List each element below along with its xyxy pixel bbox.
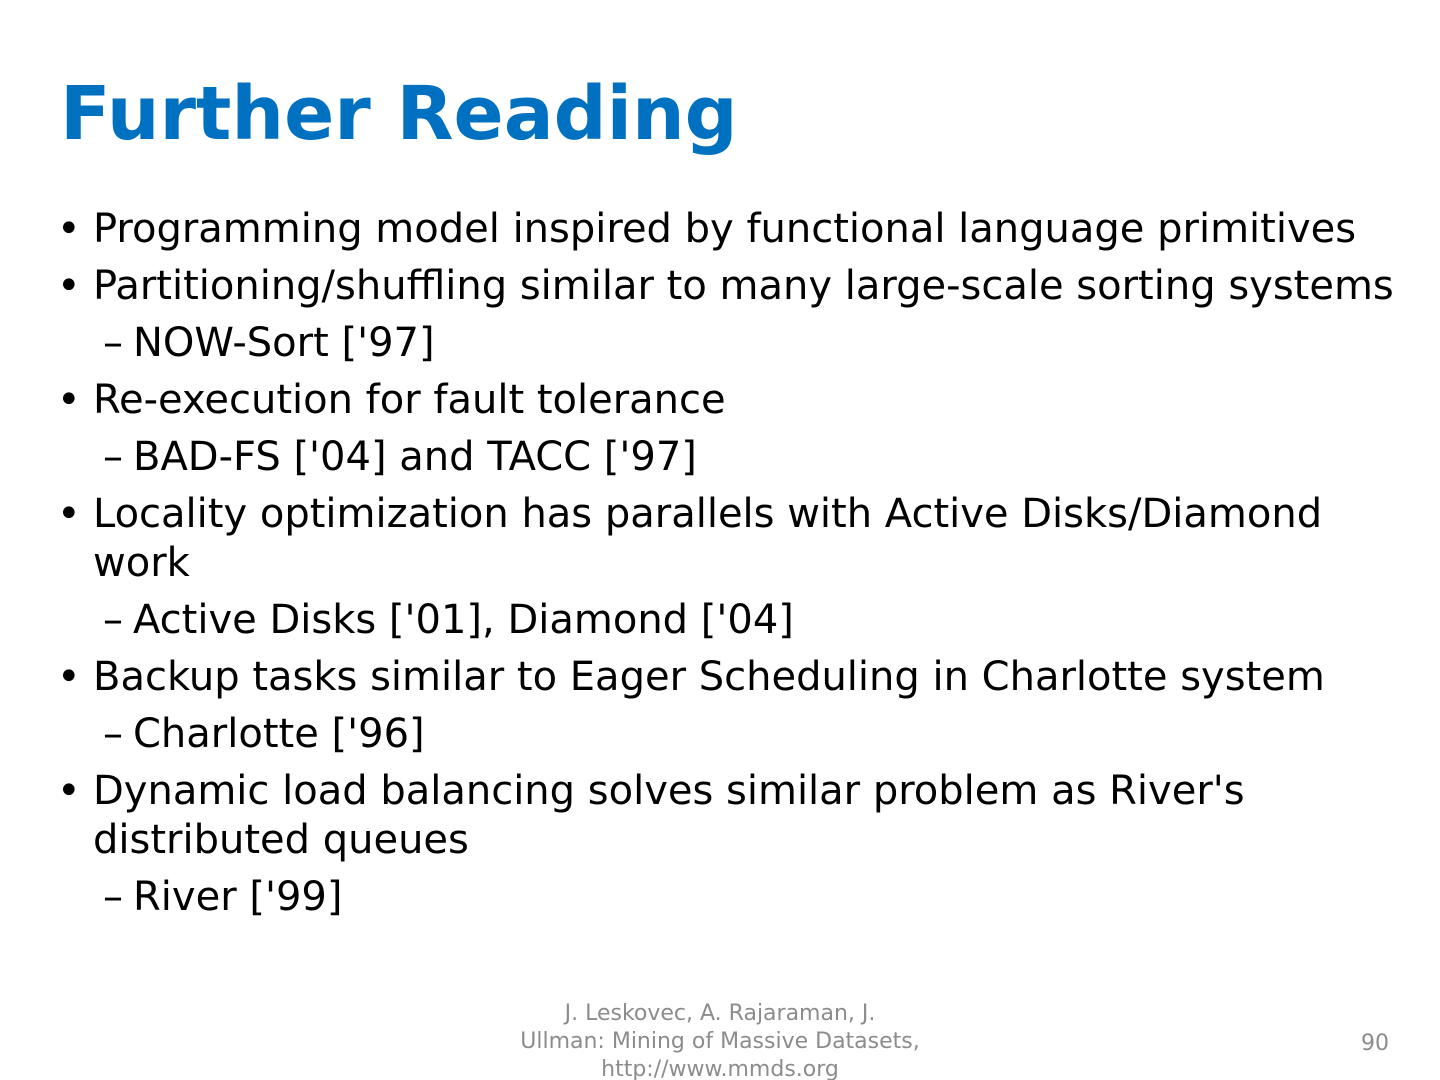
- bullet-item-6: [0, 767, 1398, 865]
- bullet-text: Dynamic load balancing solves similar problem as River's distributed queues: [93, 768, 1245, 863]
- sub-bullet-marker: –: [103, 874, 123, 920]
- slide-title: Further Reading: [60, 71, 738, 157]
- footer-citation: J. Leskovec, A. Rajaraman, J. Ullman: Mining of Massive Datasets, http://www.mmds.org: [520, 1001, 920, 1080]
- sub-bullet-item-1: [0, 319, 1398, 368]
- bullet-marker: •: [57, 206, 81, 252]
- sub-bullet-marker: –: [103, 320, 123, 366]
- sub-bullet-marker: –: [103, 597, 123, 643]
- bullet-item-5: [0, 653, 1398, 702]
- sub-bullet-marker: –: [103, 434, 123, 480]
- bullet-item-1: [0, 205, 1398, 254]
- sub-bullet-item-4: [0, 710, 1398, 759]
- bullet-marker: •: [57, 263, 81, 309]
- bullet-text: Re-execution for fault tolerance: [93, 377, 726, 423]
- bullet-item-2: [0, 262, 1398, 311]
- bullet-item-3: [0, 376, 1398, 425]
- sub-bullet-text: Active Disks ['01], Diamond ['04]: [133, 597, 794, 643]
- sub-bullet-item-5: [0, 873, 1398, 922]
- bullet-marker: •: [57, 654, 81, 700]
- sub-bullet-text: NOW-Sort ['97]: [133, 320, 435, 366]
- page-number: 90: [1361, 1031, 1389, 1056]
- sub-bullet-text: BAD-FS ['04] and TACC ['97]: [133, 434, 697, 480]
- bullet-marker: •: [57, 768, 81, 814]
- bullet-text: Backup tasks similar to Eager Scheduling in Charlotte system: [93, 654, 1325, 700]
- bullet-text: Locality optimization has parallels with Active Disks/Diamond work: [93, 491, 1323, 586]
- bullet-marker: •: [57, 377, 81, 423]
- sub-bullet-marker: –: [103, 711, 123, 757]
- sub-bullet-item-2: [0, 433, 1398, 482]
- sub-bullet-text: Charlotte ['96]: [133, 711, 425, 757]
- sub-bullet-text: River ['99]: [133, 874, 343, 920]
- sub-bullet-item-3: [0, 596, 1398, 645]
- bullet-marker: •: [57, 491, 81, 537]
- bullet-list: [0, 205, 1440, 930]
- bullet-text: Partitioning/shuffling similar to many large-scale sorting systems: [93, 263, 1394, 309]
- bullet-item-4: [0, 490, 1398, 588]
- bullet-text: Programming model inspired by functional language primitives: [93, 206, 1357, 252]
